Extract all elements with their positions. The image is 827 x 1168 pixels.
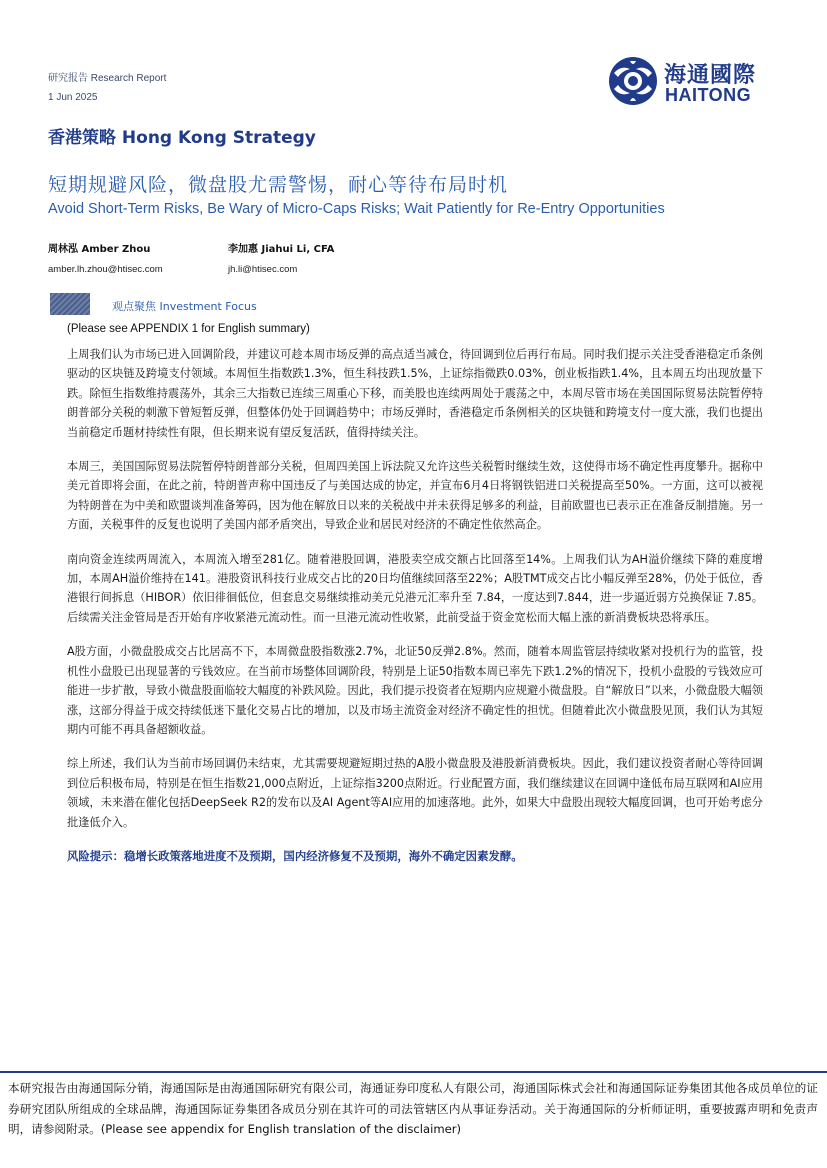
author-email-1[interactable]: amber.lh.zhou@htisec.com xyxy=(48,264,163,275)
paragraph-4: A股方面，小微盘股成交占比居高不下，本周微盘股指数涨2.7%，北证50反弹2.8%。然而，随着本周监管层持续收紧对投机行为的监管，投机性小盘股已出现显著的亏钱效应。在当前市场整体回调阶段，特别是上证50指数本周已率先下跌1.2%的情况下，投机小盘股的亏钱效应可能进一步扩散，导致小微盘股面临较大幅度的补跌风险。因此，我们提示投资者在短期内应规避小微盘股。自“解放日”以来，小微盘股大幅领涨，这部分得益于成交持续低迷下量化交易占比的增加，以及市场主流资金对经济不确定性的担忧。但随着此次小微盘股见顶，我们认为其短期内可能不再具备超额收益。 xyxy=(67,645,763,736)
paragraph-1: 上周我们认为市场已进入回调阶段，并建议可趁本周市场反弹的高点适当减仓，待回调到位后再行布局。同时我们提示关注受香港稳定币条例驱动的区块链及跨境支付领域。本周恒生指数跌1.3%，恒生科技跌1.5%，上证综指微跌0.03%，创业板指跌1.4%，且本周五均出现放量下跌。除恒生指数维持震荡外，其余三大指数已连续三周重心下移，而美股也连续两周处于震荡之中，本周尽管市场在美国国际贸易法院暂停特朗普部分关税的刺激下曾短暂反弹，但整体仍处于回调趋势中；市场反弹时，香港稳定币条例相关的区块链和跨境支付一度大涨，我们也提出当前稳定币题材持续性有限，但长期来说有望反复活跃，值得持续关注。 xyxy=(67,348,763,439)
footer-disclaimer: 本研究报告由海通国际分销，海通国际是由海通国际研究有限公司，海通证券印度私人有限公司，海通国际株式会社和海通国际证券集团其他各成员单位的证券研究团队所组成的全球品牌，海通国际证券集团各成员分别在其许可的司法管辖区内从事证券活动。关于海通国际的分析师证明，重要披露声明和免责声明，请参阅附录。(Please see appendix for English translation of the disclaimer) xyxy=(8,1081,818,1136)
haitong-emblem-icon xyxy=(608,56,658,106)
logo-text-cn: 海通國際 xyxy=(664,63,757,88)
appendix-note: (Please see APPENDIX 1 for English summary) xyxy=(67,323,310,335)
report-body xyxy=(67,345,763,866)
title-en: Avoid Short-Term Risks, Be Wary of Micro-Caps Risks; Wait Patiently for Re-Entry Opportunities xyxy=(48,201,665,217)
author-name-1: 周林泓 Amber Zhou xyxy=(48,244,151,255)
risk-warning: 风险提示：稳增长政策落地进度不及预期，国内经济修复不及预期，海外不确定因素发酵。 xyxy=(67,848,523,863)
author-email-2[interactable]: jh.li@htisec.com xyxy=(228,264,298,275)
report-type: 研究报告 Research Report xyxy=(48,73,167,84)
author-name-2: 李加惠 Jiahui Li, CFA xyxy=(228,244,335,255)
title-cn: 短期规避风险，微盘股尤需警惕，耐心等待布局时机 xyxy=(48,174,509,196)
paragraph-3: 南向资金连续两周流入，本周流入增至281亿。随着港股回调，港股卖空成交额占比回落至14%。上周我们认为AH溢价继续下降的难度增加，本周AH溢价维持在141。港股资讯科技行业成交占比的20日均值继续回落至22%；A股TMT成交占比小幅反弹至28%，仍处于低位，香港银行间拆息（HIBOR）依旧徘徊低位，但套息交易继续推动美元兑港元汇率升至 7.84，一度达到7.844，进一步逼近弱方兑换保证 7.85。后续需关注金管局是否开始有序收紧港元流动性。而一旦港元流动性收紧，此前受益于资金宽松而大幅上涨的新消费板块恐将承压。 xyxy=(67,552,763,624)
investment-focus-label: 观点聚焦 Investment Focus xyxy=(112,300,257,313)
footer-divider xyxy=(0,1071,827,1073)
paragraph-2: 本周三，美国国际贸易法院暂停特朗普部分关税，但周四美国上诉法院又允许这些关税暂时继续生效，这使得市场不确定性再度攀升。据称中美元首即将会面，在此之前，特朗普声称中国违反了与美国达成的协定，并宣布6月4日将钢铁铝进口关税提高至50%。一方面，这可以被视为特朗普在为中美和欧盟谈判准备筹码，因为他在解放日以来的关税战中并未获得足够多的利益，目前欧盟也已表示正在准备反制措施。另一方面，关税事件的反复也说明了美国内部矛盾突出，导致企业和居民对经济的不确定性依然高企。 xyxy=(67,460,763,532)
focus-decor-box xyxy=(50,293,90,315)
report-date: 1 Jun 2025 xyxy=(48,92,98,103)
strategy-heading: 香港策略 Hong Kong Strategy xyxy=(48,128,316,148)
paragraph-5: 综上所述，我们认为当前市场回调仍未结束，尤其需要规避短期过热的A股小微盘股及港股新消费板块。因此，我们建议投资者耐心等待回调到位后积极布局，特别是在恒生指数21,000点附近，上证综指3200点附近。行业配置方面，我们继续建议在回调中逢低布局互联网和AI应用领域，未来潜在催化包括DeepSeek R2的发布以及AI Agent等AI应用的加速落地。此外，如果大中盘股出现较大幅度回调，也可开始考虑分批逢低介入。 xyxy=(67,757,763,829)
logo-text-en: HAITONG xyxy=(665,85,752,105)
haitong-logo xyxy=(608,56,768,108)
